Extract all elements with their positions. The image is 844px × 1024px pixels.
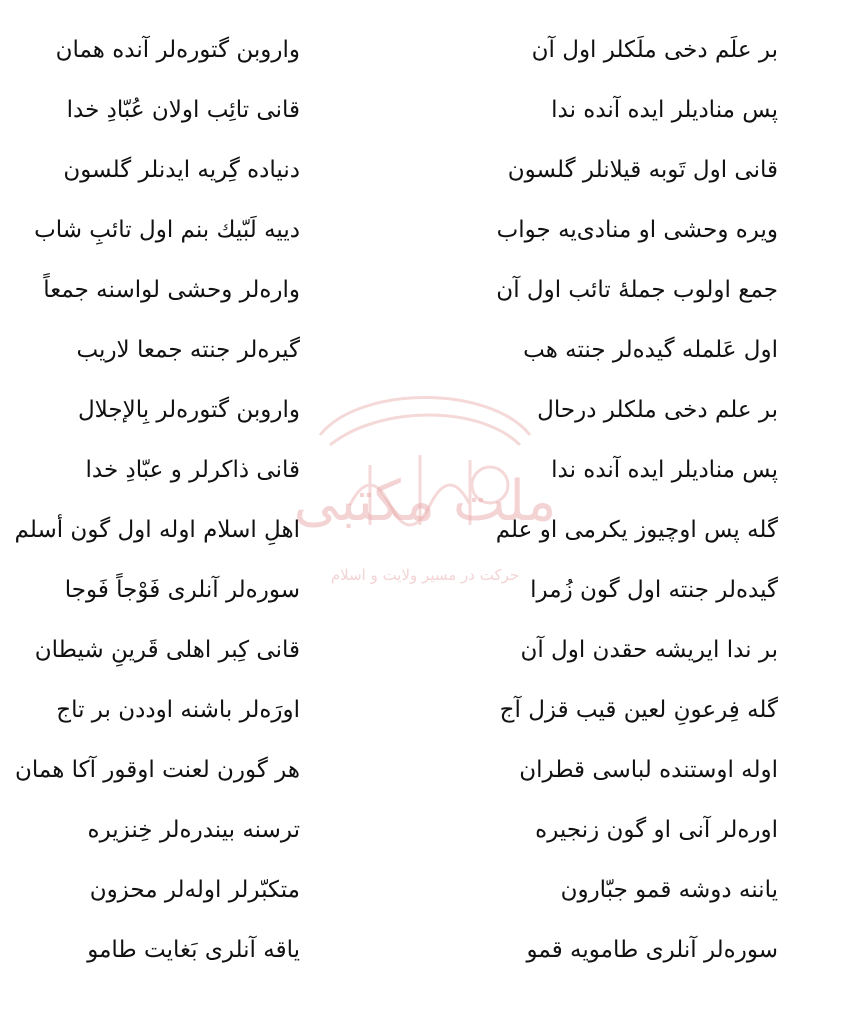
verse-row [0, 628, 844, 688]
right-hemistich: اوله اوستنده لباسی قطران [519, 757, 778, 783]
right-hemistich: قانی اول تَوبه قیلانلر گلسون [507, 157, 778, 183]
verse-row [0, 28, 844, 88]
poem [0, 28, 844, 988]
right-hemistich: یاننه دوشه قمو جبّارون [560, 877, 778, 903]
left-hemistich: گیرەلر جنته جمعا لاریب [76, 337, 300, 363]
left-hemistich: ترسنه بیندرەلر خِنزیره [87, 817, 300, 843]
verse-row [0, 88, 844, 148]
left-hemistich: هر گورن لعنت اوقور آکا همان [15, 757, 300, 783]
left-hemistich: واروبن گتورەلر آنده همان [55, 37, 300, 63]
verse-row [0, 268, 844, 328]
right-hemistich: گله پس اوچیوز یکرمی او علم [495, 517, 778, 543]
right-hemistich: ویره وحشی او منادی‌یه جواب [496, 217, 778, 243]
verse-row [0, 148, 844, 208]
verse-row [0, 508, 844, 568]
left-hemistich: قانی کِبر اهلی قَرینِ شیطان [34, 637, 300, 663]
verse-row [0, 328, 844, 388]
right-hemistich: اورەلر آنی او گون زنجیره [535, 817, 778, 843]
left-hemistich: قانی تائِب اولان عُبّادِ خدا [66, 97, 300, 123]
left-hemistich: دییه لَبّیك بنم اول تائبِ شاب [34, 217, 300, 243]
verse-row [0, 208, 844, 268]
right-hemistich: جمع اولوب جملهٔ تائب اول آن [496, 277, 778, 303]
left-hemistich: واروبن گتورەلر بِالإجلال [77, 397, 300, 423]
right-hemistich: گله فِرعونِ لعین قیب قزل آج [499, 697, 778, 723]
left-hemistich: سورەلر آنلری فَوْجاً فَوجا [64, 577, 300, 603]
left-hemistich: اهلِ اسلام اوله اول گون أسلم [14, 517, 300, 543]
right-hemistich: بر ندا ایریشه حقدن اول آن [520, 637, 778, 663]
left-hemistich: متکبّرلر اولەلر محزون [89, 877, 300, 903]
verse-row [0, 928, 844, 988]
left-hemistich: اورَەلر باشنه اوددن بر تاج [56, 697, 300, 723]
verse-row [0, 388, 844, 448]
left-hemistich: دنیاده گِریه ایدنلر گلسون [63, 157, 300, 183]
verse-row [0, 868, 844, 928]
left-hemistich: وارەلر وحشی لواسنه جمعاً [43, 277, 300, 303]
verse-row [0, 688, 844, 748]
verse-row [0, 748, 844, 808]
right-hemistich: اول عَلمله گیدەلر جنته هب [523, 337, 778, 363]
verse-row [0, 568, 844, 628]
left-hemistich: یاقه آنلری بَغایت طامو [87, 937, 300, 963]
left-hemistich: قانی ذاکرلر و عبّادِ خدا [85, 457, 300, 483]
verse-row [0, 808, 844, 868]
watermark-title: ملت مکتبی [293, 469, 557, 534]
right-hemistich: گیدەلر جنته اول گون زُمرا [530, 577, 778, 603]
right-hemistich: پس منادیلر ایده آنده ندا [551, 457, 778, 483]
right-hemistich: بر علم دخی ملکلر درحال [537, 397, 778, 423]
watermark-subtitle: حرکت در مسیر ولایت و اسلام [330, 566, 520, 584]
right-hemistich: بر علَم دخی ملَکلر اول آن [531, 37, 778, 63]
right-hemistich: سورەلر آنلری طامویه قمو [526, 937, 778, 963]
right-hemistich: پس منادیلر ایده آنده ندا [551, 97, 778, 123]
verse-row [0, 448, 844, 508]
